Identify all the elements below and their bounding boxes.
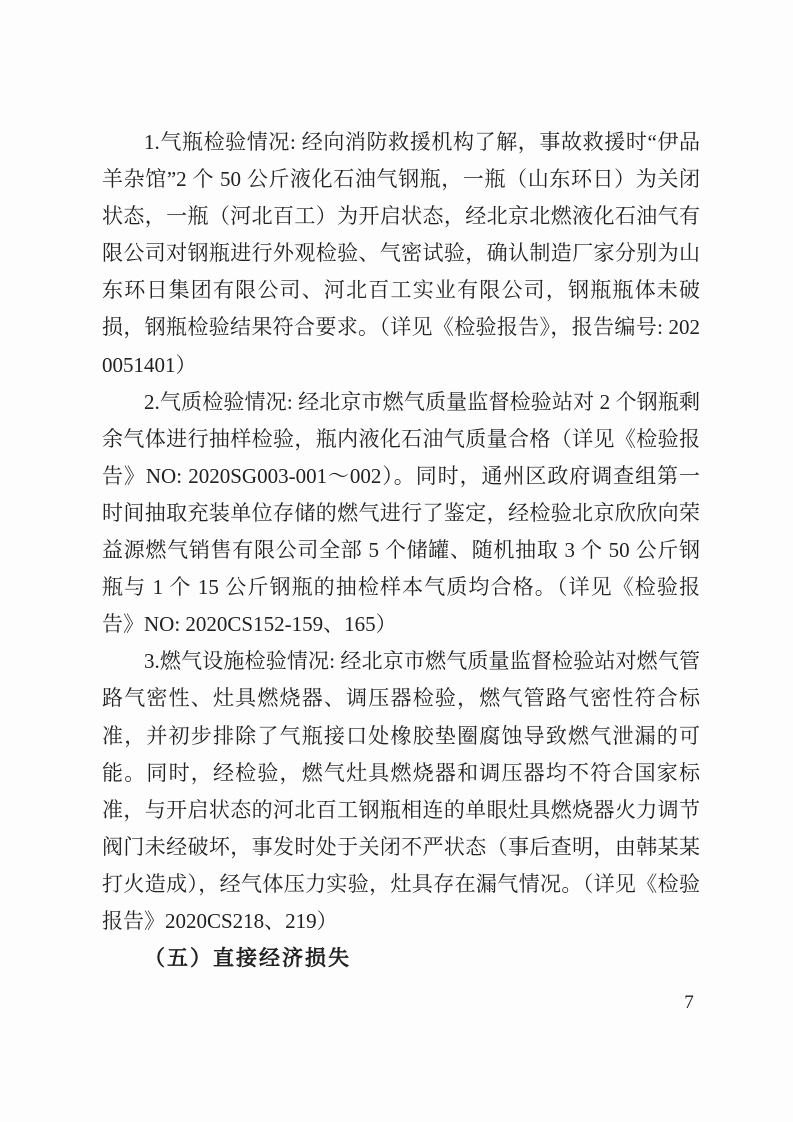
paragraph-gas-facility-inspection: 3.燃气设施检验情况: 经北京市燃气质量监督检验站对燃气管路气密性、灶具燃烧器、调压器检验，燃气管路气密性符合标准，并初步排除了气瓶接口处橡胶垫圈腐蚀导致燃气泄漏的可能。同时，经检验，燃气灶具燃烧器和调压器均不符合国家标准，与开启状态的河北百工钢瓶相连的单眼灶具燃烧器火力调节阀门未经破坏，事发时处于关闭不严状态（事后查明，由韩某某打火造成），经气体压力实验，灶具存在漏气情况。（详见《检验报告》2020CS218、219） (102, 649, 700, 933)
paragraph-gas-quality-inspection: 2.气质检验情况: 经北京市燃气质量监督检验站对 2 个钢瓶剩余气体进行抽样检验，瓶内液化石油气质量合格（详见《检验报告》NO: 2020SG003-001～002）。同时，通州区政府调查组第一时间抽取充装单位存储的燃气进行了鉴定，经检验北京欣欣向荣益源燃气销售有限公司全部 5 个储罐、随机抽取 3 个 50 公斤钢瓶与 1 个 15 公斤钢瓶的抽检样本气质均合格。（详见《检验报告》NO: 2020CS152-159、165） (102, 389, 700, 637)
document-body (102, 124, 700, 977)
paragraph-cylinder-inspection: 1.气瓶检验情况: 经向消防救援机构了解，事故救援时“伊品羊杂馆”2 个 50 公斤液化石油气钢瓶，一瓶（山东环日）为关闭状态，一瓶（河北百工）为开启状态，经北京北燃液化石油气有限公司对钢瓶进行外观检验、气密试验，确认制造厂家分别为山东环日集团有限公司、河北百工实业有限公司，钢瓶瓶体未破损，钢瓶检验结果符合要求。（详见《检验报告》，报告编号: 2020051401） (102, 130, 700, 377)
page-number: 7 (684, 992, 694, 1013)
section-heading-direct-economic-loss: （五）直接经济损失 (144, 946, 351, 971)
